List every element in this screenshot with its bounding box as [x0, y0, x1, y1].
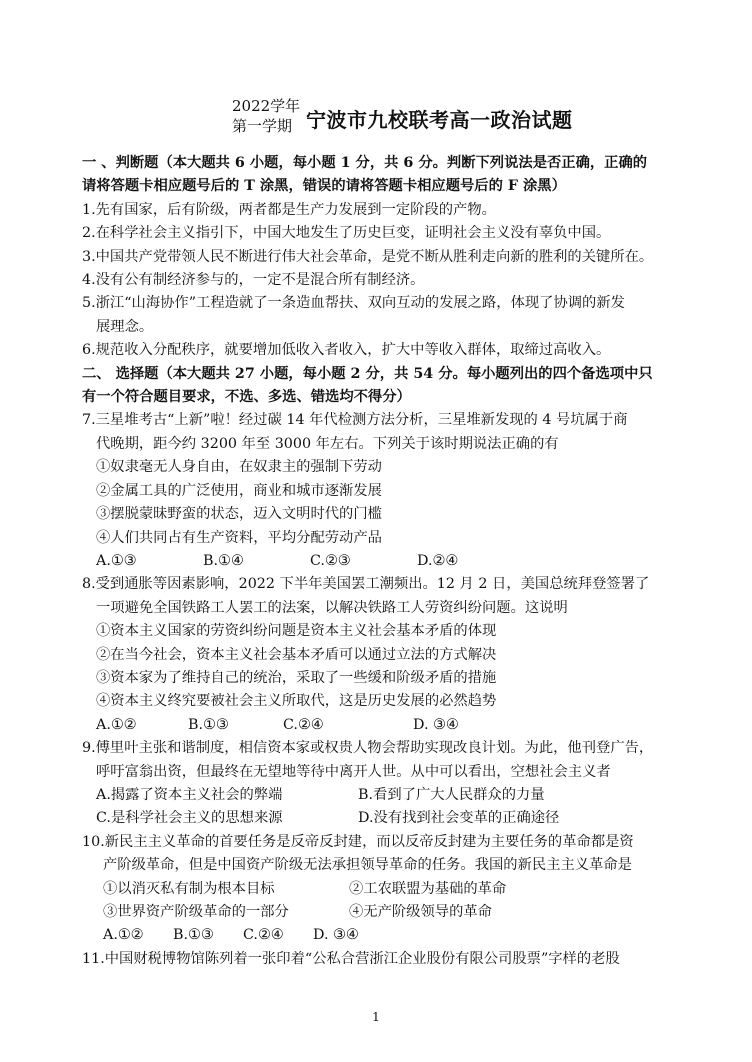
term-label	[232, 96, 300, 136]
q7-option-a: A.①③	[96, 552, 137, 569]
q8-statement-1: ①资本主义国家的劳资纠纷问题是资本主义社会基本矛盾的体现	[96, 623, 497, 640]
question-9-stem-cont: 呼吁富翁出资，但最终在无望地等待中离开人世。从中可以看出，空想社会主义者	[96, 763, 611, 780]
q10-option-d: D. ③④	[313, 927, 359, 944]
semester: 第一学期	[232, 117, 293, 135]
question-5: 5.浙江“山海协作”工程造就了一条造血帮扶、双向互动的发展之路，体现了协调的新发	[82, 295, 625, 312]
exam-content	[82, 152, 694, 971]
q10-statements-row-2	[82, 901, 694, 924]
question-10-stem: 10.新民主主义革命的首要任务是反帝反封建，而以反帝反封建为主要任务的革命都是资	[82, 833, 634, 850]
question-8-stem: 8.受到通胀等因素影响，2022 下半年美国罢工潮频出。12 月 2 日，美国总统拜登签署了	[82, 576, 650, 593]
title-block	[0, 96, 752, 140]
q7-statement-3: ③摆脱蒙昧野蛮的状态，迈入文明时代的门槛	[96, 506, 382, 523]
q9-options-row-2	[82, 807, 694, 830]
question-6: 6.规范收入分配秩序，就要增加低收入者收入，扩大中等收入群体，取缔过高收入。	[82, 342, 611, 359]
q10-option-a: A.①②	[103, 927, 144, 944]
q9-option-c: C.是科学社会主义的思想来源	[96, 810, 283, 827]
q9-options-row-1	[82, 784, 694, 807]
school-year: 2022学年	[232, 97, 301, 115]
section-2-heading: 二、 选择题（本大题共 27 小题，每小题 2 分，共 54 分。每小题列出的四个备选项中只	[82, 365, 653, 382]
q9-option-a: A.揭露了资本主义社会的弊端	[96, 786, 283, 803]
question-4: 4.没有公有制经济参与的，一定不是混合所有制经济。	[82, 272, 425, 289]
q8-statement-4: ④资本主义终究要被社会主义所取代，这是历史发展的必然趋势	[96, 693, 497, 710]
q8-statement-2: ②在当今社会，资本主义社会基本矛盾可以通过立法的方式解决	[96, 646, 497, 663]
question-10-stem-cont: 产阶级革命，但是中国资产阶级无法承担领导革命的任务。我国的新民主主义革命是	[103, 857, 632, 874]
section-1-heading: 一 、判断题（本大题共 6 小题，每小题 1 分，共 6 分。判断下列说法是否正确，正确的	[82, 155, 648, 171]
q9-option-d: D.没有找到社会变革的正确途径	[358, 810, 560, 827]
q10-option-c: C.②④	[243, 927, 284, 944]
q8-options	[82, 714, 694, 737]
page-number: 1	[372, 1010, 380, 1024]
q8-statement-3: ③资本家为了维持自己的统治，采取了一些缓和阶级矛盾的措施	[96, 669, 497, 686]
question-2: 2.在科学社会主义指引下，中国大地发生了历史巨变，证明社会主义没有辜负中国。	[82, 225, 611, 242]
q10-option-b: B.①③	[173, 927, 214, 944]
q8-option-d: D. ③④	[413, 716, 459, 733]
question-1: 1.先有国家，后有阶级，两者都是生产力发展到一定阶段的产物。	[82, 201, 496, 218]
question-5-cont: 展理念。	[96, 318, 154, 335]
q10-statement-3: ③世界资产阶级革命的一部分	[103, 904, 289, 920]
q7-option-b: B.①④	[203, 552, 244, 569]
q7-option-d: D.②④	[417, 552, 459, 569]
question-11-stem: 11.中国财税博物馆陈列着一张印着“公私合营浙江企业股份有限公司股票”字样的老股	[82, 950, 620, 967]
q8-option-b: B.①③	[188, 716, 229, 733]
q10-statement-2: ②工农联盟为基础的革命	[349, 880, 507, 897]
q7-options	[82, 550, 694, 573]
q10-statements-row-1	[82, 878, 694, 901]
q7-statement-2: ②金属工具的广泛使用，商业和城市逐渐发展	[96, 482, 382, 499]
q7-statement-4: ④人们共同占有生产资料，平均分配劳动产品	[96, 529, 382, 546]
q7-option-c: C.②③	[310, 552, 351, 569]
q9-option-b: B.看到了广大人民群众的力量	[358, 786, 545, 803]
exam-title: 宁波市九校联考高一政治试题	[306, 108, 573, 132]
q7-statement-1: ①奴隶毫无人身自由，在奴隶主的强制下劳动	[96, 459, 382, 476]
question-3: 3.中国共产党带领人民不断进行伟大社会革命，是党不断从胜利走向新的胜利的关键所在。	[82, 248, 654, 265]
q8-option-c: C.②④	[283, 716, 324, 733]
section-2-heading-cont: 有一个符合题目要求，不选、多选、错选均不得分）	[82, 389, 411, 406]
q10-options	[82, 924, 694, 947]
section-1-heading-cont: 请将答题卡相应题号后的 T 涂黑，错误的请将答题卡相应题号后的 F 涂黑）	[82, 178, 566, 195]
question-7-stem-cont: 代晚期，距今约 3200 年至 3000 年左右。下列关于该时期说法正确的有	[96, 435, 559, 452]
q8-option-a: A.①②	[96, 716, 137, 733]
question-9-stem: 9.傅里叶主张和谐制度，相信资本家或权贵人物会帮助实现改良计划。为此，他刊登广告，	[82, 740, 654, 757]
q10-statement-4: ④无产阶级领导的革命	[349, 904, 492, 920]
q10-statement-1: ①以消灭私有制为根本目标	[103, 880, 275, 897]
question-8-stem-cont: 一项避免全国铁路工人罢工的法案，以解决铁路工人劳资纠纷问题。这说明	[96, 599, 568, 616]
question-7-stem: 7.三星堆考古“上新”啦！经过碳 14 年代检测方法分析，三星堆新发现的 4 号坑属于商	[82, 412, 628, 429]
